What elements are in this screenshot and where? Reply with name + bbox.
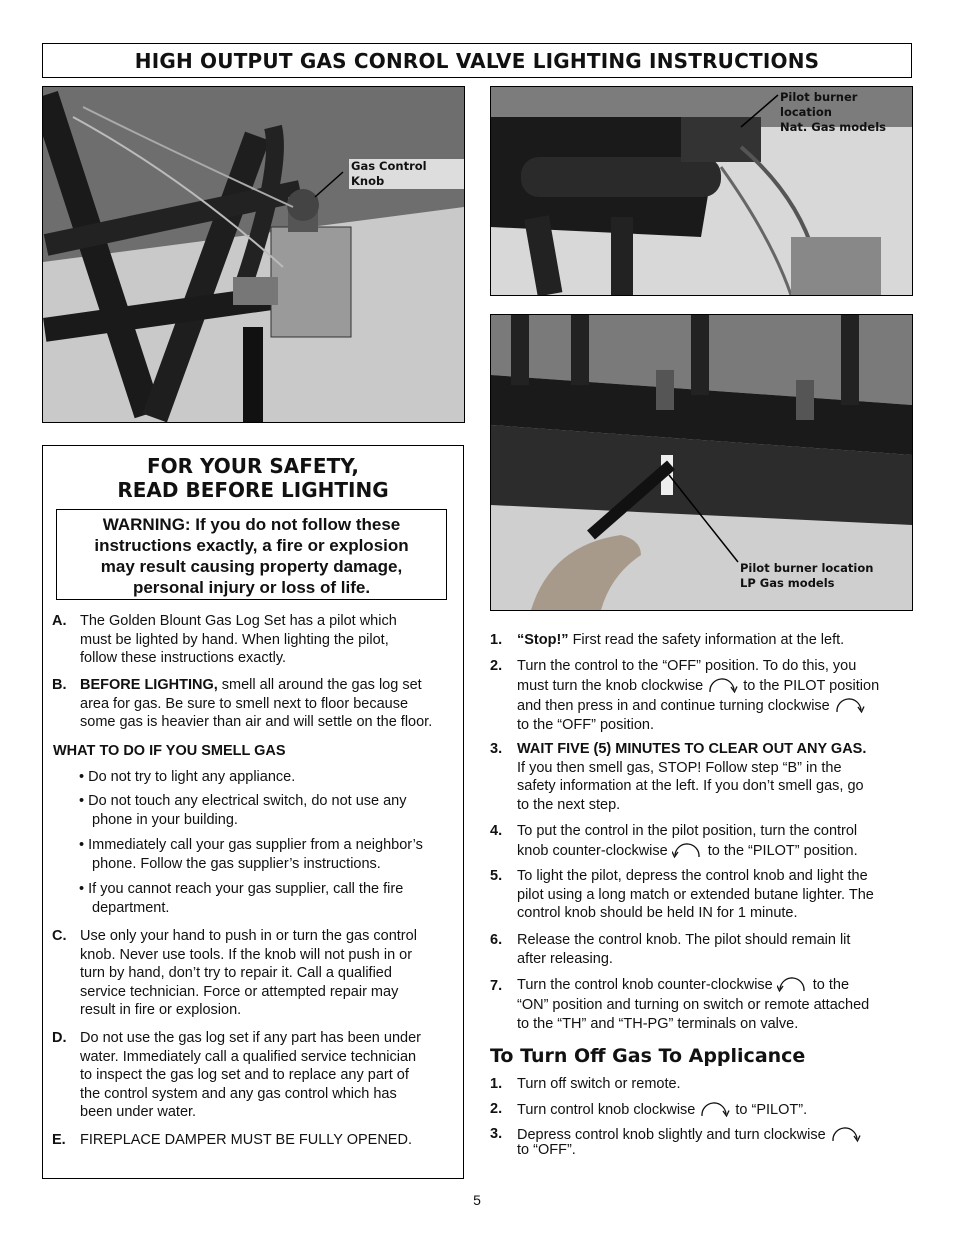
safety-heading-line-1: FOR YOUR SAFETY, [146,454,360,478]
item-line: some gas is heavier than air and will settle on the floor. [80,714,433,730]
step-line: pilot using a long match or extended butane lighter. The [517,886,874,903]
step-line: to “PILOT”. [731,1101,808,1118]
bullet-line: phone in your building. [92,811,238,828]
item-line: FIREPLACE DAMPER MUST BE FULLY OPENED. [80,1132,412,1148]
step-line: Turn the control to the “OFF” position. To do this, you [517,658,857,674]
clockwise-arrow-icon [707,676,739,696]
clockwise-arrow-icon [830,1125,862,1145]
pilot-lp-caption-line-1: Pilot burner location [740,561,874,575]
warning-line-3: may result causing property damage, [100,557,403,576]
safety-item-a [52,612,457,672]
step-line: “ON” position and turning on switch or remote attached [517,997,870,1013]
bullet-line: • If you cannot reach your gas supplier, call the fire [79,881,404,897]
step-text: First read the safety information at the left. [568,632,845,648]
step-line: to the PILOT position [739,677,880,694]
warning-box [56,509,447,600]
item-line: been under water. [80,1104,197,1120]
step-line: knob counter-clockwise [517,842,668,859]
safety-item-b [52,676,457,736]
step-number: 1. [490,1076,503,1092]
pilot-lp-gas-photo [490,314,913,611]
smell-bullet-4 [79,880,403,917]
step-line: control knob should be held IN for 1 minute. [517,905,798,921]
step-line: and then press in and continue turning clockwise [517,697,830,714]
item-line: Do not use the gas log set if any part has been under [80,1030,421,1046]
item-bold: BEFORE LIGHTING, [80,677,218,693]
bullet-line: • Immediately call your gas supplier from a neighbor’s [79,837,423,853]
smell-bullet-3 [79,836,423,873]
step-line: safety information at the left. If you don’t smell gas, go [517,778,864,794]
step-number: 3. [490,1126,503,1142]
page-number: 5 [473,1192,481,1208]
item-line: Use only your hand to push in or turn the gas control [80,928,417,944]
page-title: HIGH OUTPUT GAS CONROL VALVE LIGHTING INSTRUCTIONS [134,48,820,73]
smell-bullet-1 [79,768,295,787]
item-line: smell all around the gas log set [217,677,422,693]
item-line: area for gas. Be sure to smell next to floor because [80,695,409,712]
item-label: C. [52,928,67,944]
warning-line-4: personal injury or loss of life. [132,578,371,597]
page-title-box [42,43,912,78]
bullet-line: department. [92,899,170,916]
gas-valve-photo [42,86,465,423]
step-line: to the [808,976,850,993]
clockwise-arrow-icon [699,1100,731,1120]
step-line: must turn the knob clockwise [517,677,704,694]
clockwise-arrow-icon [834,696,866,716]
safety-item-d [52,1029,457,1124]
step-line: after releasing. [517,950,613,967]
item-line: result in fire or explosion. [80,1002,242,1018]
pilot-nat-caption-line-2: Nat. Gas models [780,120,887,134]
step-line: to “OFF”. [517,1142,576,1158]
safety-item-e [52,1131,457,1151]
gas-control-knob-caption: Gas Control Knob [349,159,464,189]
bullet-line: phone. Follow the gas supplier’s instructions. [92,855,381,872]
step-line: Release the control knob. The pilot should remain lit [517,932,851,948]
smell-bullet-2 [79,792,406,829]
smell-gas-heading: WHAT TO DO IF YOU SMELL GAS [53,743,286,759]
warning-line-2: instructions exactly, a fire or explosion [94,536,409,555]
step-line: To put the control in the pilot position, turn the control [517,823,858,839]
step-line: Turn the control knob counter-clockwise [517,976,773,993]
item-label: E. [52,1132,66,1148]
step-line: to the “PILOT” position. [703,842,858,859]
item-line: The Golden Blount Gas Log Set has a pilot which [80,613,397,629]
pilot-lp-caption-line-2: LP Gas models [740,576,835,590]
step-number: 2. [490,658,503,674]
step-line: Turn control knob clockwise [517,1101,696,1118]
turn-off-heading: To Turn Off Gas To Applicance [490,1045,806,1067]
safety-heading [43,454,463,502]
bullet-line: • Do not try to light any appliance. [79,769,296,785]
step-line: to the “TH” and “TH-PG” terminals on valve. [517,1015,799,1032]
item-line: must be lighted by hand. When lighting the pilot, [80,631,389,648]
step-number: 6. [490,932,503,948]
warning-label: WARNING: [102,515,191,534]
safety-heading-line-2: READ BEFORE LIGHTING [117,478,389,502]
item-line: service technician. Force or attempted repair may [80,983,399,1000]
pilot-nat-caption-line-1: Pilot burner location [780,90,858,119]
item-label: A. [52,613,67,629]
bullet-line: • Do not touch any electrical switch, do not use any [79,793,407,809]
step-bold: WAIT FIVE (5) MINUTES TO CLEAR OUT ANY GAS. [517,741,867,757]
step-line: To light the pilot, depress the control knob and light the [517,868,868,884]
step-line: If you then smell gas, STOP! Follow step “B” in the [517,759,842,776]
counter-clockwise-arrow-icon [777,974,809,996]
item-line: follow these instructions exactly. [80,650,287,666]
item-line: to inspect the gas log set and to replace any part of [80,1067,409,1083]
step-number: 5. [490,868,503,884]
warning-line-1: If you do not follow these [190,515,401,534]
pilot-lp-caption [740,561,873,591]
step-number: 7. [490,978,503,994]
step-number: 3. [490,741,503,757]
safety-box [42,445,464,1179]
step-line: Depress control knob slightly and turn clockwise [517,1126,826,1143]
step-line: to the next step. [517,796,621,813]
step-number: 4. [490,823,503,839]
safety-item-c [52,927,457,1022]
item-label: D. [52,1030,67,1046]
item-line: the control system and any gas control which has [80,1085,397,1102]
counter-clockwise-arrow-icon [672,841,704,861]
step-number: 1. [490,632,503,648]
step-number: 2. [490,1101,503,1117]
item-label: B. [52,677,67,693]
item-line: water. Immediately call a qualified service technician [80,1048,417,1065]
step-line: to the “OFF” position. [517,716,654,733]
pilot-nat-caption [780,90,912,135]
item-line: knob. Never use tools. If the knob will not push in or [80,946,413,963]
item-line: turn by hand, don’t try to repair it. Call a qualified [80,965,392,981]
step-bold: “Stop!” [517,632,569,648]
step-line: Turn off switch or remote. [517,1076,681,1092]
pilot-nat-gas-photo [490,86,913,296]
